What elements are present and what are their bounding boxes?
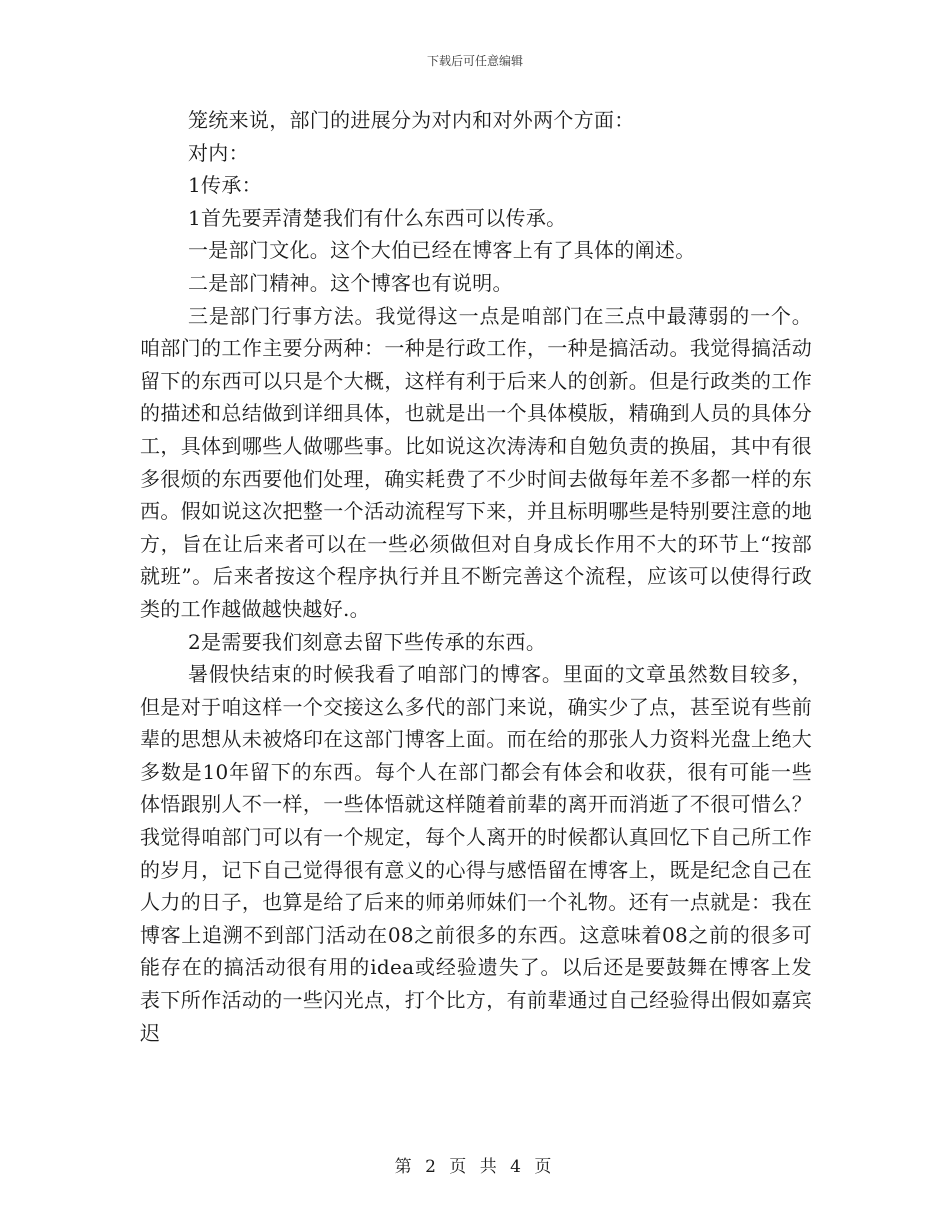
page-header: 下载后可任意编辑 <box>426 54 523 68</box>
paragraph: 一是部门文化。这个大伯已经在博客上有了具体的阐述。 <box>188 238 696 263</box>
paragraph: 笼统来说，部门的进展分为对内和对外两个方面： <box>188 108 635 132</box>
paragraph: 暑假快结束的时候我看了咱部门的博客。里面的文章虽然数目较多，但是对于咱这样一个交接这么多代的部门来说，确实少了点，甚至说有些前辈的思想从未被烙印在这部门博客上面。而在给的那张人力资料光盘上绝大多数是10年留下的东西。每个人在部门都会有体会和收获，很有可能一些体悟跟别人不一样，一些体悟就这样随着前辈的离开而消逝了不很可惜么？我觉得咱部门可以有一个规定，每个人离开的时候都认真回忆下自己所工作的岁月，记下自己觉得很有意义的心得与感悟留在博客上，既是纪念自己在人力的日子，也算是给了后来的师弟师妹们一个礼物。还有一点就是：我在博客上追溯不到部门活动在08之前很多的东西。这意味着08之前的很多可能存在的搞活动很有用的idea或经验遗失了。以后还是要鼓舞在博客上发表下所作活动的一些闪光点，打个比方，有前辈通过自己经验得出假如嘉宾迟 <box>140 662 812 1045</box>
paragraph: 2是需要我们刻意去留下些传承的东西。 <box>188 629 547 654</box>
document-body <box>140 104 812 1049</box>
paragraph: 对内： <box>188 140 249 165</box>
paragraph: 1传承： <box>188 173 262 198</box>
paragraph: 三是部门行事方法。我觉得这一点是咱部门在三点中最薄弱的一个。咱部门的工作主要分两种：一种是行政工作，一种是搞活动。我觉得搞活动留下的东西可以只是个大概，这样有利于后来人的创新。但是行政类的工作的描述和总结做到详细具体，也就是出一个具体模版，精确到人员的具体分工，具体到哪些人做哪些事。比如说这次涛涛和自勉负责的换届，其中有很多很烦的东西要他们处理，确实耗费了不少时间去做每年差不多都一样的东西。假如说这次把整一个活动流程写下来，并且标明哪些是特别要注意的地方，旨在让后来者可以在一些必须做但对自身成长作用不大的环节上“按部就班”。后来者按这个程序执行并且不断完善这个流程，应该可以使得行政类的工作越做越快越好.。 <box>140 303 812 621</box>
paragraph: 二是部门精神。这个博客也有说明。 <box>188 270 513 295</box>
paragraph: 1首先要弄清楚我们有什么东西可以传承。 <box>188 205 567 230</box>
page-footer: 第 2 页 共 4 页 <box>394 1157 556 1177</box>
